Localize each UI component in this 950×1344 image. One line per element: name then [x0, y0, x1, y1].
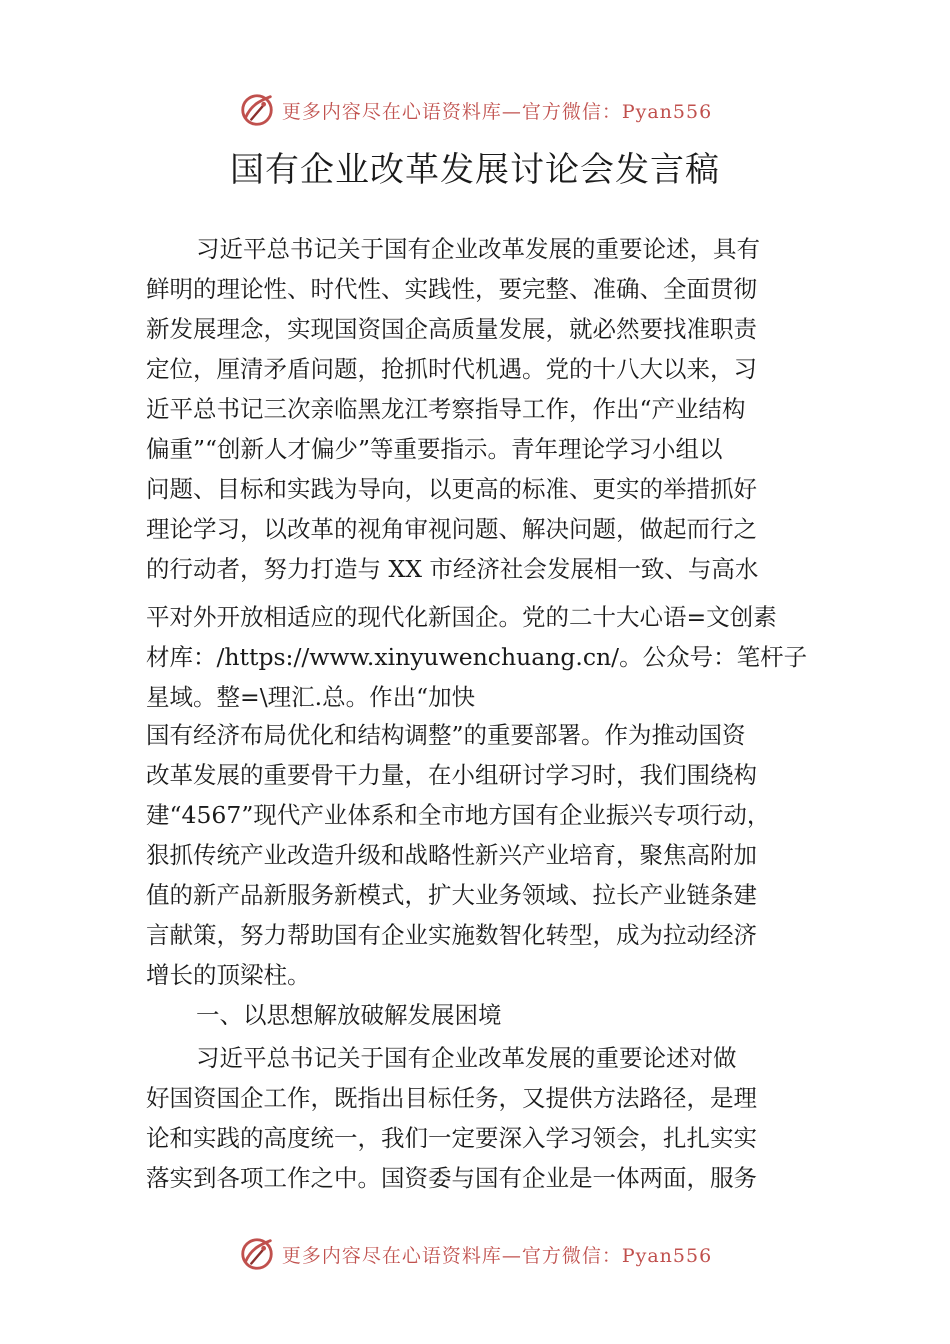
- body-line: 材库：/https://www.xinyuwenchuang.cn/。公众号：笔杆子: [146, 643, 808, 671]
- body-line: 理论学习，以改革的视角审视问题、解决问题，做起而行之: [146, 515, 757, 543]
- body-line: 值的新产品新服务新模式，扩大业务领域、拉长产业链条建: [146, 881, 757, 909]
- body-line: 问题、目标和实践为导向，以更高的标准、更实的举措抓好: [146, 475, 757, 503]
- body-line: 论和实践的高度统一，我们一定要深入学习领会，扎扎实实: [146, 1124, 757, 1152]
- body-line: 落实到各项工作之中。国资委与国有企业是一体两面，服务: [146, 1164, 757, 1192]
- body-line: 的行动者，努力打造与 XX 市经济社会发展相一致、与高水: [146, 555, 759, 583]
- red-seal-logo-icon: [238, 91, 276, 129]
- body-line: 近平总书记三次亲临黑龙江考察指导工作，作出“产业结构: [146, 395, 746, 423]
- body-line: 好国资国企工作，既指出目标任务，又提供方法路径，是理: [146, 1084, 757, 1112]
- red-seal-logo-icon: [238, 1235, 276, 1273]
- body-line: 言献策，努力帮助国有企业实施数智化转型，成为拉动经济: [146, 921, 757, 949]
- body-line: 习近平总书记关于国有企业改革发展的重要论述对做: [196, 1044, 737, 1072]
- body-line: 鲜明的理论性、时代性、实践性，要完整、准确、全面贯彻: [146, 275, 757, 303]
- body-line: 新发展理念，实现国资国企高质量发展，就必然要找准职责: [146, 315, 757, 343]
- body-line: 狠抓传统产业改造升级和战略性新兴产业培育，聚焦高附加: [146, 841, 757, 869]
- body-line: 定位，厘清矛盾问题，抢抓时代机遇。党的十八大以来，习: [146, 355, 757, 383]
- header-banner: [0, 88, 950, 132]
- document-title: 国有企业改革发展讨论会发言稿: [230, 150, 720, 190]
- body-line: 习近平总书记关于国有企业改革发展的重要论述，具有: [196, 235, 760, 263]
- body-line: 增长的顶梁柱。: [146, 961, 311, 989]
- section-heading: 一、以思想解放破解发展困境: [196, 1001, 502, 1029]
- body-line: 建“4567”现代产业体系和全市地方国有企业振兴专项行动，: [146, 801, 771, 829]
- body-line: 改革发展的重要骨干力量，在小组研讨学习时，我们围绕构: [146, 761, 757, 789]
- footer-banner-text: 更多内容尽在心语资料库—官方微信：Pyan556: [281, 1244, 713, 1267]
- body-line: 星域。整=\理汇.总。作出“加快: [146, 683, 476, 711]
- body-line: 偏重”“创新人才偏少”等重要指示。青年理论学习小组以: [146, 435, 723, 463]
- body-line: 平对外开放相适应的现代化新国企。党的二十大心语=文创素: [146, 603, 777, 631]
- body-line: 国有经济布局优化和结构调整”的重要部署。作为推动国资: [146, 721, 746, 749]
- footer-banner: [0, 1232, 950, 1276]
- header-banner-text: 更多内容尽在心语资料库—官方微信：Pyan556: [281, 100, 713, 123]
